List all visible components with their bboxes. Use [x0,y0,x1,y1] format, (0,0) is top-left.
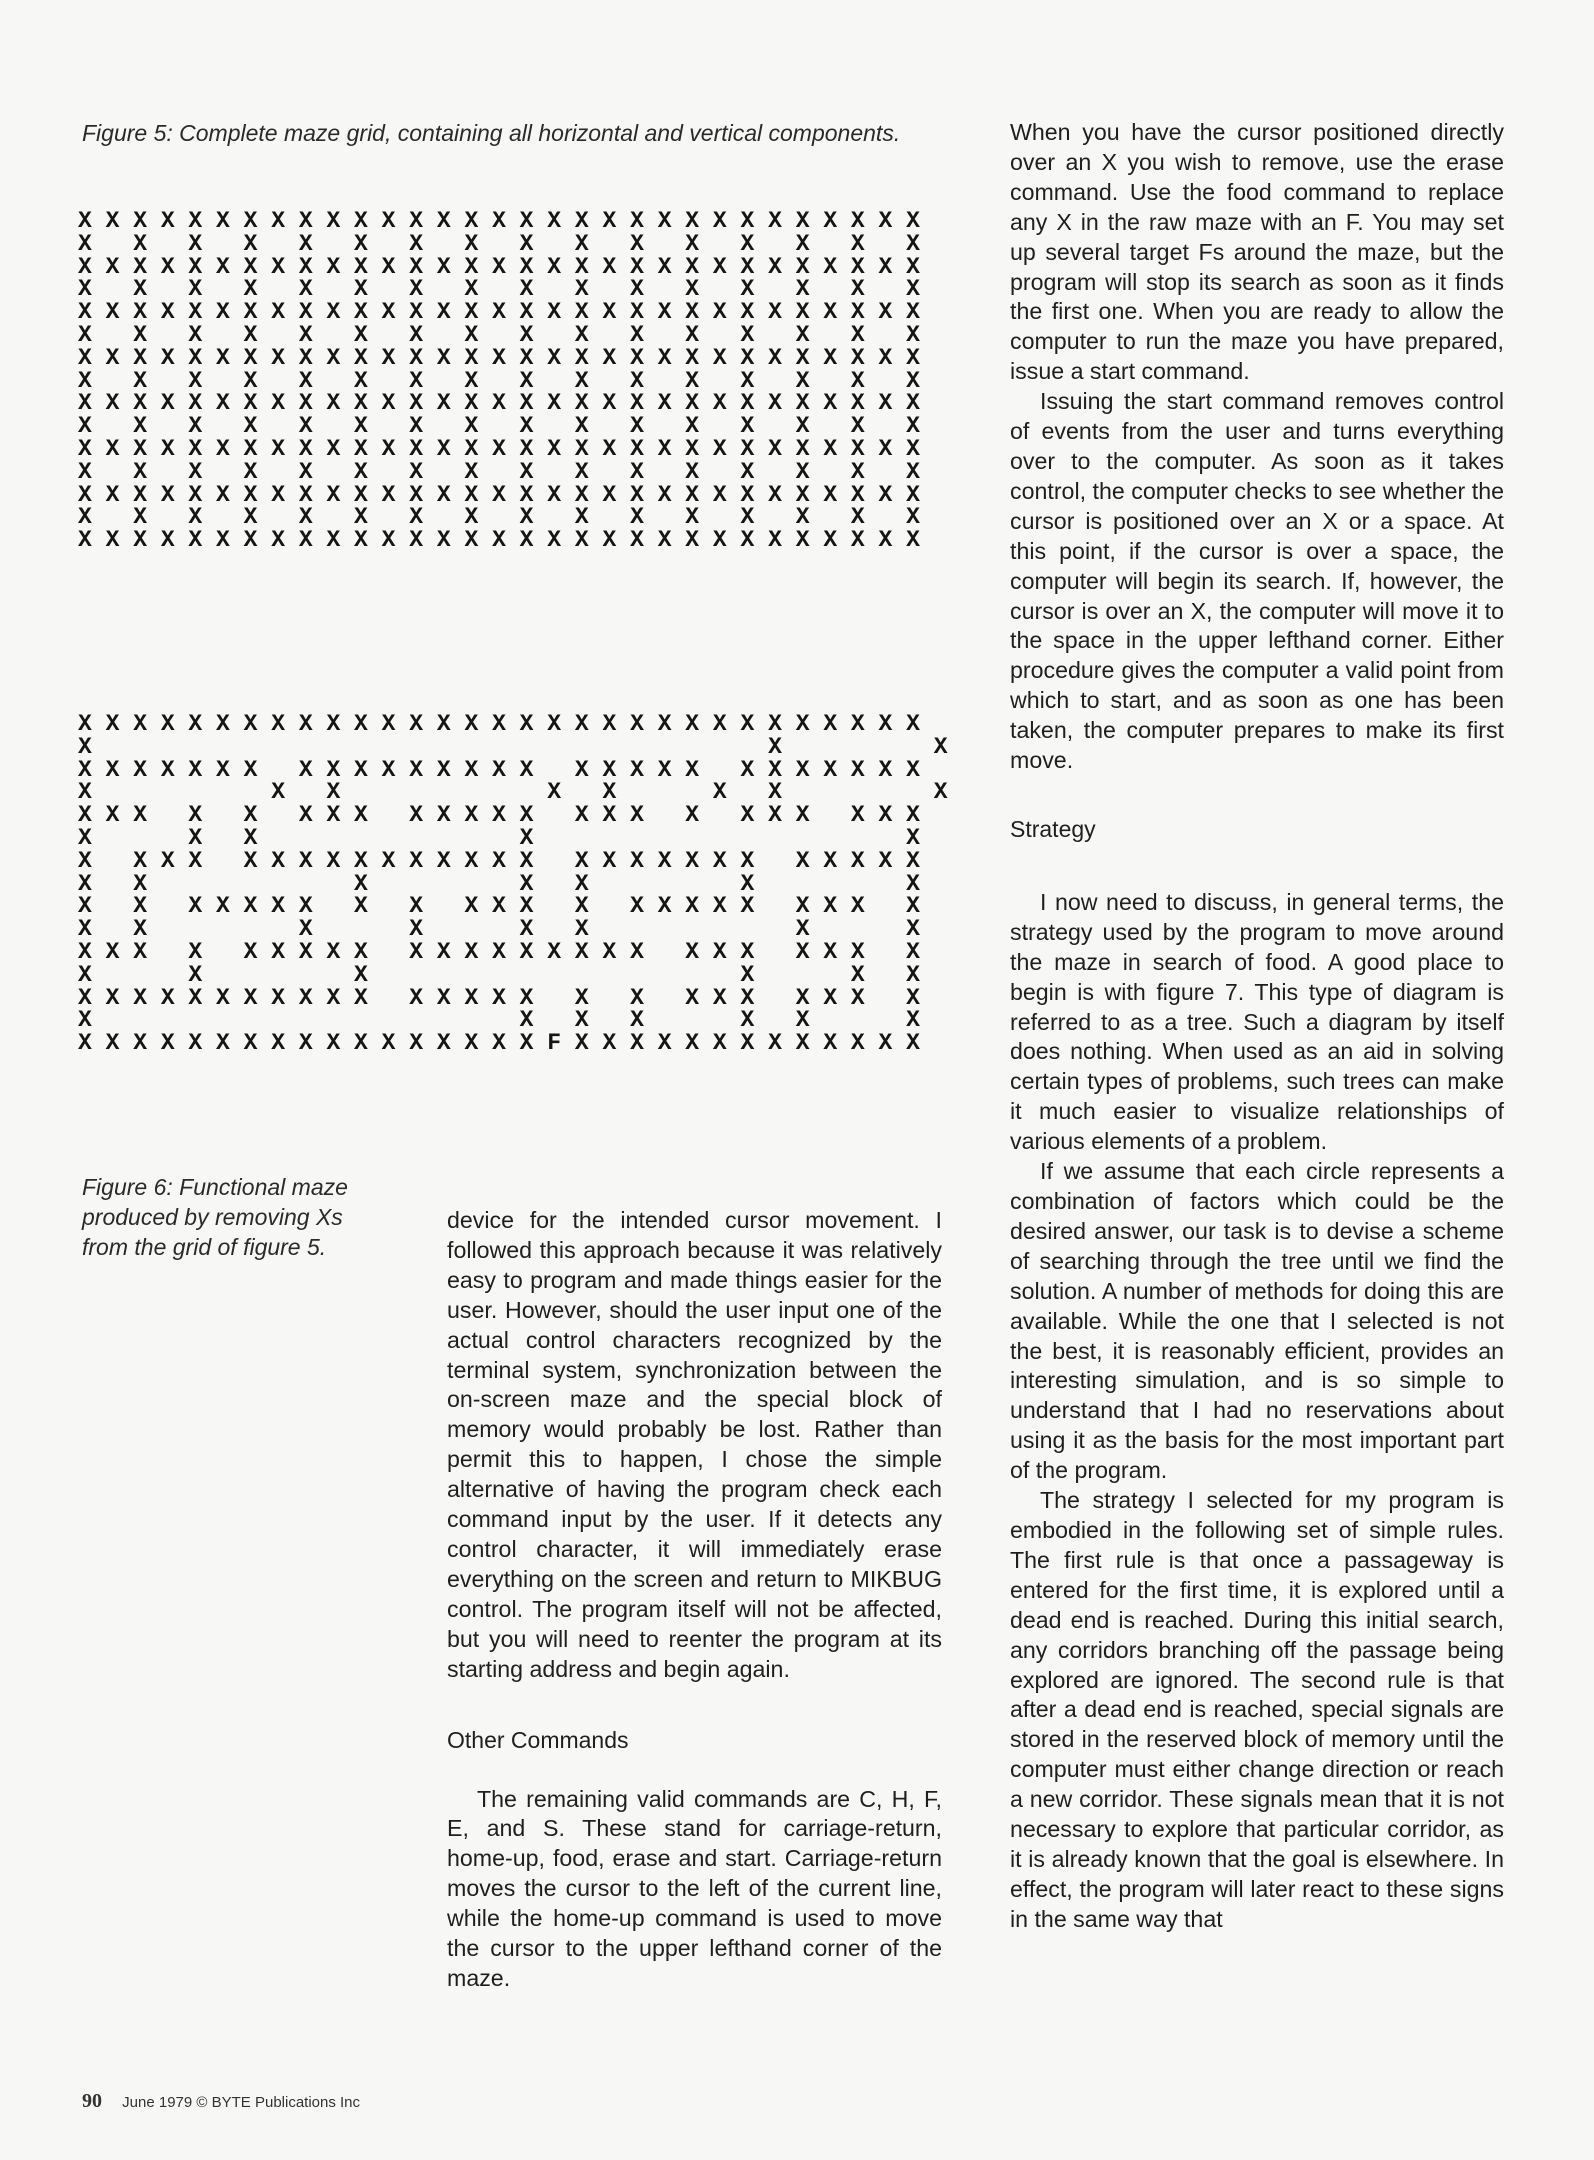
figure-5-row-5: X X X X X X X X X X X X X X X X X X X X X X X X X X X X X X X [78,299,920,326]
middle-paragraph-1: device for the intended cursor movement. I followed this approach because it was relatively easy to program and made things easier for the user. However, should the user input one of the actual control characters recognized by the terminal system, synchronization between the on-screen maze and the special block of memory would probably be lost. Rather than permit this to happen, I chose the simple alternative of having the program check each command input by the user. If it detects any control character, it will immediately erase everything on the screen and return to MIKBUG control. The program itself will not be affected, but you will need to reenter the program at its starting address and begin again. [447,1207,942,1682]
figure-5-row-4: X X X X X X X X X X X X X X X X [78,276,920,303]
figure-6-row-2: X X X [78,733,948,760]
page-footer [82,2090,360,2113]
figure-5-row-12: X X X X X X X X X X X X X X X X [78,458,920,485]
figure-6-row-12: X X X X X X [78,961,920,988]
right-column [1010,118,1504,1935]
figure-5-row-14: X X X X X X X X X X X X X X X X [78,504,920,531]
figure-5-maze-grid [78,210,920,552]
figure-6-row-5: X X X X X X X X X X X X X X X X X X X X X X X [78,802,920,829]
footer-credit: June 1979 © BYTE Publications Inc [122,2094,361,2111]
figure-6-row-7: X X X X X X X X X X X X X X X X X X X X X X X X X X X [78,847,920,874]
figure-6-caption: Figure 6: Functional maze produced by removing Xs from the grid of figure 5. [82,1174,348,1260]
figure-6-maze-grid [78,713,948,1055]
figure-6-row-13: X X X X X X X X X X X X X X X X X X X X X X X X X [78,984,920,1011]
figure-6-row-15: X X X X X X X X X X X X X X X X X F X X X X X X X X X X X X X [78,1030,920,1057]
figure-5-row-15: X X X X X X X X X X X X X X X X X X X X X X X X X X X X X X X [78,527,920,554]
figure-5-row-2: X X X X X X X X X X X X X X X X [78,230,920,257]
figure-6-row-6: X X X X X [78,824,920,851]
figure-5-row-6: X X X X X X X X X X X X X X X X [78,321,920,348]
page-number: 90 [82,2090,102,2112]
section-heading-strategy: Strategy [1010,815,1096,842]
figure-6-row-11: X X X X X X X X X X X X X X X X X X X X X X X X X [78,938,920,965]
right-paragraph-4: If we assume that each circle represents a combination of factors which could be the desired answer, our task is to devise a scheme of searching through the tree until we find the solution. A number of methods for doing this are available. While the one that I selected is not the best, it is reasonably efficient, provides an interesting simulation, and is so simple to understand that I had no reservations about using it as the basis for the most important part of the program. [1010,1158,1504,1484]
middle-paragraph-2: The remaining valid commands are C, H, F, E, and S. These stand for carriage-return, home-up, food, erase and start. Carriage-return moves the cursor to the left of the current line, while the home-up command is used to move the cursor to the upper lefthand corner of the maze. [447,1785,942,1991]
figure-5-row-7: X X X X X X X X X X X X X X X X X X X X X X X X X X X X X X X [78,344,920,371]
right-paragraph-5: The strategy I selected for my program is embodied in the following set of simple rules. The first rule is that once a passageway is entered for the first time, it is explored until a dead end is reached. During this initial search, any corridors branching off the passage being explored are ignored. The second rule is that after a dead end is reached, special signals are stored in the reserved block of memory until the computer must either change direction or reach a new corridor. These signals mean that it is not necessary to explore that particular corridor, as it is already known that the goal is elsewhere. In effect, the program will later react to these signs in the same way that [1010,1487,1504,1932]
right-paragraph-2: Issuing the start command removes control of events from the user and turns everything over to the computer. As soon as it takes control, the computer checks to see whether the cursor is positioned over an X or a space. At this point, if the cursor is over a space, the computer will begin its search. If, however, the cursor is over an X, the computer will move it to the space in the upper lefthand corner. Either procedure gives the computer a valid point from which to start, and as soon as one has been taken, the computer prepares to make its first move. [1010,388,1504,774]
figure-5-row-8: X X X X X X X X X X X X X X X X [78,367,920,394]
figure-5-row-11: X X X X X X X X X X X X X X X X X X X X X X X X X X X X X X X [78,435,920,462]
figure-5-row-1: X X X X X X X X X X X X X X X X X X X X X X X X X X X X X X X [78,208,920,234]
figure-5-row-3: X X X X X X X X X X X X X X X X X X X X X X X X X X X X X X X [78,253,920,280]
right-paragraph-3: I now need to discuss, in general terms, the strategy used by the program to move around the maze in search of food. A good place to begin is with figure 7. This type of diagram is referred to as a tree. Such a diagram by itself does nothing. When used as an aid in solving certain types of problems, such trees can make it much easier to visualize relationships of various elements of a problem. [1010,888,1504,1155]
figure-6-row-1: X X X X X X X X X X X X X X X X X X X X X X X X X X X X X X X [78,711,920,737]
right-paragraph-1: When you have the cursor positioned directly over an X you wish to remove, use the erase command. Use the food command to replace any X in the raw maze with an F. You may set up several target Fs around the maze, but the program will stop its search as soon as it finds the first one. When you are ready to allow the computer to run the maze you have prepared, issue a start command. [1010,119,1504,385]
figure-6-row-9: X X X X X X X X X X X X X X X X X X X X X X [78,893,920,920]
figure-6-row-8: X X X X X X X [78,870,920,897]
figure-5-row-9: X X X X X X X X X X X X X X X X X X X X X X X X X X X X X X X [78,390,920,417]
figure-6-row-4: X X X X X X X X [78,779,948,806]
figure-6-row-3: X X X X X X X X X X X X X X X X X X X X X X X X X X X X [78,756,920,783]
figure-5-row-13: X X X X X X X X X X X X X X X X X X X X X X X X X X X X X X X [78,481,920,508]
figure-5-caption: Figure 5: Complete maze grid, containing all horizontal and vertical components. [82,120,901,146]
middle-column [447,1206,942,1994]
figure-5-row-10: X X X X X X X X X X X X X X X X [78,413,920,440]
section-heading-other-commands: Other Commands [447,1726,629,1753]
figure-6-row-14: X X X X X X X [78,1007,920,1034]
figure-6-row-10: X X X X X X X X [78,916,920,943]
